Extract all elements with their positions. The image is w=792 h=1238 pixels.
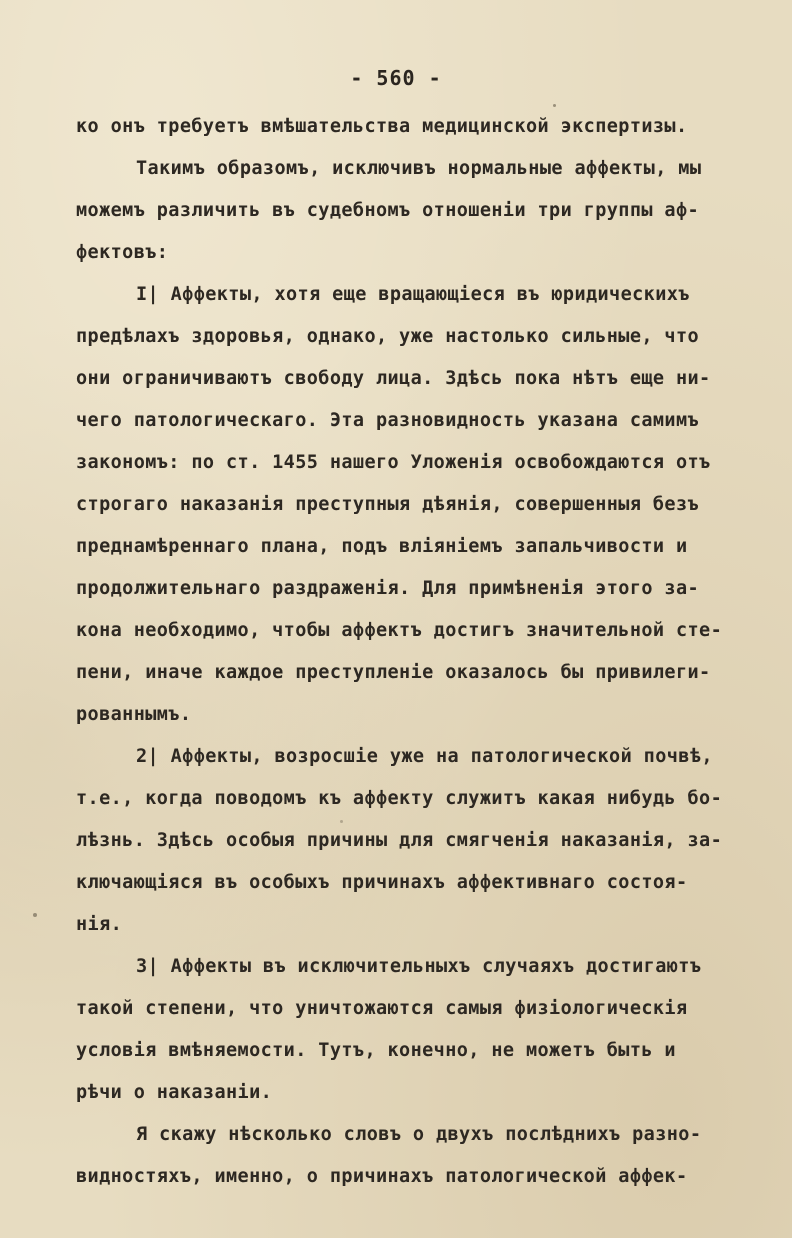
text-line: фектовъ: (76, 242, 169, 263)
text-line: ко онъ требуетъ вмѣшательства медицинской экспертизы. (76, 116, 688, 137)
text-line: закономъ: по ст. 1455 нашего Уложенія освобождаются отъ (76, 452, 711, 473)
text-line: строгаго наказанія преступныя дѣянія, совершенныя безъ (76, 494, 700, 515)
paper-speck (553, 104, 556, 107)
text-line: рованнымъ. (76, 704, 192, 725)
paper-speck (340, 820, 343, 823)
text-line: видностяхъ, именно, о причинахъ патологической аффек- (76, 1166, 688, 1187)
text-line: кона необходимо, чтобы аффектъ достигъ значительной сте- (76, 620, 723, 641)
text-line: пени, иначе каждое преступленіе оказалось бы привилеги- (76, 662, 711, 683)
text-line: можемъ различить въ судебномъ отношеніи три группы аф- (76, 200, 700, 221)
paragraph-start-line: Я скажу нѣсколько словъ о двухъ послѣднихъ разно- (136, 1124, 702, 1145)
text-line: продолжительнаго раздраженія. Для примѣненія этого за- (76, 578, 700, 599)
page-number: - 560 - (350, 66, 442, 90)
text-line: лѣзнь. Здѣсь особыя причины для смягченія наказанія, за- (76, 830, 723, 851)
paper-speck (33, 913, 37, 917)
text-line: они ограничиваютъ свободу лица. Здѣсь пока нѣтъ еще ни- (76, 368, 711, 389)
list-item-3-start: 3| Аффекты въ исключительныхъ случаяхъ достигаютъ (136, 956, 702, 977)
list-item-1-start: I| Аффекты, хотя еще вращающіеся въ юридическихъ (136, 284, 690, 305)
text-line: нія. (76, 914, 123, 935)
text-line: чего патологическаго. Эта разновидность указана самимъ (76, 410, 700, 431)
text-line: такой степени, что уничтожаются самыя физіологическія (76, 998, 688, 1019)
text-line: предѣлахъ здоровья, однако, уже настолько сильные, что (76, 326, 700, 347)
text-line: условія вмѣняемости. Тутъ, конечно, не можетъ быть и (76, 1040, 676, 1061)
list-item-2-start: 2| Аффекты, возросшіе уже на патологической почвѣ, (136, 746, 713, 767)
text-line: рѣчи о наказаніи. (76, 1082, 273, 1103)
paragraph-start-line: Такимъ образомъ, исключивъ нормальные аффекты, мы (136, 158, 702, 179)
text-line: ключающіяся въ особыхъ причинахъ аффективнаго состоя- (76, 872, 688, 893)
text-line: преднамѣреннаго плана, подъ вліяніемъ запальчивости и (76, 536, 688, 557)
text-line: т.е., когда поводомъ къ аффекту служитъ какая нибудь бо- (76, 788, 723, 809)
